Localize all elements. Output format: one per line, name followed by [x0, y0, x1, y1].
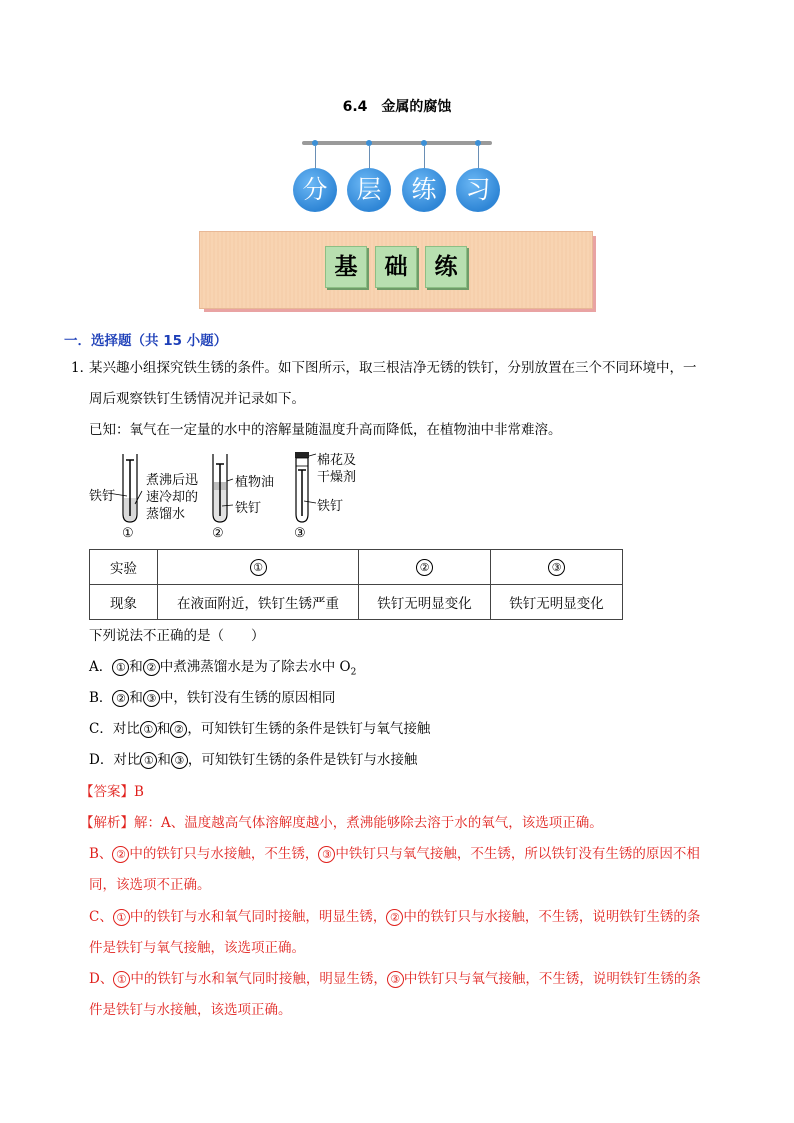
tube1-water-label-1: 煮沸后迅 — [146, 473, 199, 488]
option-text: ，可知铁钉生锈的条件是铁钉与水接触 — [187, 752, 418, 768]
section-heading: 一．选择题（共 15 小题） — [64, 333, 228, 349]
analysis-text: 中铁钉只与氧气接触，不生锈，所以铁钉没有生锈的原因不相 — [335, 846, 700, 862]
hanging-rail — [302, 141, 492, 145]
circled-number: ① — [113, 909, 130, 926]
table-cell: 在液面附近，铁钉生锈严重 — [158, 585, 359, 620]
tube2-oil-label: 植物油 — [235, 475, 275, 490]
analysis-c-line2: 件是铁钉与氧气接触，该选项正确。 — [89, 940, 305, 956]
table-cell — [491, 550, 623, 585]
option-text: 对比 — [112, 721, 140, 737]
table-cell — [359, 550, 491, 585]
circled-number: ③ — [548, 559, 565, 576]
option-a[interactable] — [89, 657, 356, 683]
option-d[interactable] — [89, 750, 417, 770]
circled-number: ③ — [143, 690, 160, 707]
circled-number: ① — [140, 752, 157, 769]
tube1-nail-label: 铁钉 — [89, 489, 116, 504]
analysis-text: B、 — [89, 846, 113, 862]
tube1-water-label-3: 蒸馏水 — [146, 507, 186, 522]
table-cell — [158, 550, 359, 585]
analysis-text: D、 — [89, 971, 114, 987]
circled-number: ② — [143, 659, 160, 676]
circled-number: ② — [170, 721, 187, 738]
ball-string — [478, 146, 479, 170]
question-stem-line2: 周后观察铁钉生锈情况并记录如下。 — [89, 391, 305, 407]
answer-label: 【答案】B — [80, 784, 144, 800]
layer-ball: 习 — [456, 168, 500, 212]
option-letter: B． — [89, 690, 113, 706]
option-text: 中煮沸蒸馏水是为了除去水中 O — [159, 659, 351, 675]
option-letter: C． — [89, 721, 113, 737]
ball-string — [369, 146, 370, 170]
circled-number: ③ — [318, 846, 335, 863]
circled-number: ① — [112, 659, 129, 676]
circled-number: ③ — [387, 971, 404, 988]
circled-number: ② — [386, 909, 403, 926]
table-row — [90, 585, 623, 620]
option-text: 对比 — [113, 752, 141, 768]
analysis-text: C、 — [89, 909, 113, 925]
option-c[interactable] — [89, 719, 430, 739]
table-cell: 现象 — [90, 585, 158, 620]
circled-number: ② — [416, 559, 433, 576]
tube-number-1: ① — [122, 526, 134, 541]
analysis-text: 中的铁钉只与水接触，不生锈，说明铁钉生锈的条 — [403, 909, 701, 925]
analysis-d-line2: 件是铁钉与水接触，该选项正确。 — [89, 1002, 292, 1018]
tube3-nail-label: 铁钉 — [317, 499, 344, 514]
tube1-water-label-2: 速冷却的 — [146, 490, 199, 505]
banner-tile: 练 — [425, 246, 467, 288]
table-cell: 实验 — [90, 550, 158, 585]
banner-tile: 础 — [375, 246, 417, 288]
table-cell: 铁钉无明显变化 — [359, 585, 491, 620]
analysis-text: 中的铁钉与水和氧气同时接触，明显生锈， — [129, 909, 387, 925]
layer-ball: 分 — [293, 168, 337, 212]
circled-number: ③ — [171, 752, 188, 769]
question-prompt: 下列说法不正确的是（ ） — [89, 628, 265, 644]
experiment-table — [89, 549, 623, 620]
ball-string — [315, 146, 316, 170]
analysis-line1 — [80, 813, 603, 833]
tube-number-3: ③ — [294, 526, 306, 541]
circled-number: ① — [140, 721, 157, 738]
layer-ball: 层 — [347, 168, 391, 212]
analysis-text: 中铁钉只与氧气接触，不生锈，说明铁钉生锈的条 — [403, 971, 701, 987]
tube3-cotton-label-2: 干燥剂 — [317, 470, 357, 485]
tube-number-2: ② — [212, 526, 224, 541]
option-text: 和 — [157, 752, 171, 768]
banner-tile: 基 — [325, 246, 367, 288]
option-text: 和 — [129, 690, 143, 706]
option-text: 中，铁钉没有生锈的原因相同 — [159, 690, 336, 706]
question-known: 已知：氧气在一定量的水中的溶解量随温度升高而降低，在植物油中非常难溶。 — [89, 422, 562, 438]
tube2-nail-label: 铁钉 — [235, 501, 262, 516]
layer-ball: 练 — [402, 168, 446, 212]
analysis-text: 中的铁钉只与水接触，不生锈， — [129, 846, 319, 862]
analysis-b-line1 — [89, 844, 700, 864]
tube3-cotton-label-1: 棉花及 — [317, 453, 357, 468]
page-title: 6.4 金属的腐蚀 — [342, 99, 452, 115]
test-tube-2 — [213, 454, 233, 522]
circled-number: ② — [112, 690, 129, 707]
analysis-label: 【解析】 — [80, 815, 134, 831]
option-text: 和 — [129, 659, 143, 675]
table-cell: 铁钉无明显变化 — [491, 585, 623, 620]
option-letter: D． — [89, 752, 114, 768]
circled-number: ① — [250, 559, 267, 576]
ball-string — [424, 146, 425, 170]
option-letter: A． — [89, 659, 113, 675]
question-stem-line1: 某兴趣小组探究铁生锈的条件。如下图所示，取三根洁净无锈的铁钉，分别放置在三个不同环境中，一 — [89, 360, 697, 376]
table-row — [90, 550, 623, 585]
subscript: 2 — [350, 667, 357, 678]
question-number: 1． — [71, 360, 94, 376]
analysis-text: 中的铁钉与水和氧气同时接触，明显生锈， — [130, 971, 387, 987]
analysis-b-line2: 同，该选项不正确。 — [89, 877, 211, 893]
analysis-text: 解：A、温度越高气体溶解度越小，煮沸能够除去溶于水的氧气，该选项正确。 — [134, 815, 603, 831]
option-text: ，可知铁钉生锈的条件是铁钉与氧气接触 — [187, 721, 431, 737]
test-tube-3 — [295, 452, 316, 522]
circled-number: ① — [113, 971, 130, 988]
analysis-d-line1 — [89, 969, 701, 989]
option-text: 和 — [156, 721, 171, 737]
analysis-c-line1 — [89, 907, 700, 927]
circled-number: ② — [112, 846, 129, 863]
option-b[interactable] — [89, 688, 335, 708]
